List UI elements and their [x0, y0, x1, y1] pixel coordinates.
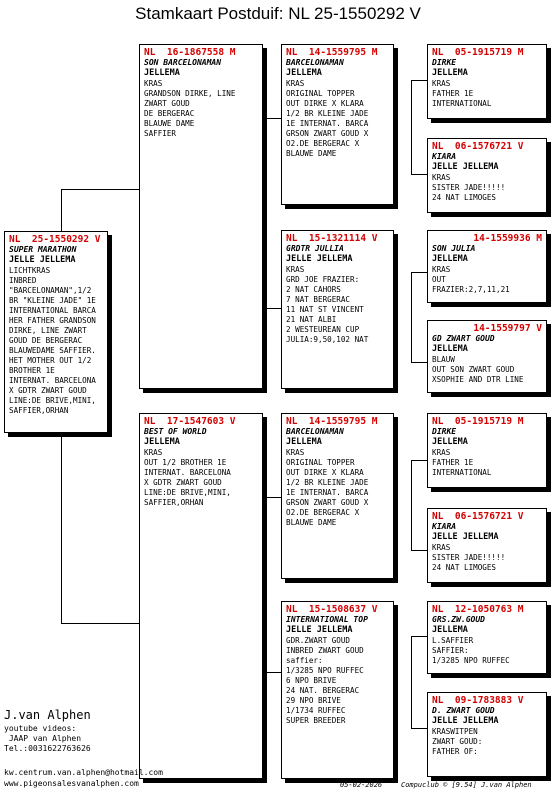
ring-number: NL 09-1783883 V — [432, 695, 524, 706]
connector-line — [61, 433, 62, 623]
pigeon-name: BARCELONAMAN — [286, 58, 344, 67]
pigeon-name: GRS.ZW.GOUD — [432, 615, 485, 624]
pedigree-card-dsd[interactable] — [427, 508, 547, 583]
pigeon-name: SON JULIA — [432, 244, 476, 253]
breeder-name: JELLEMA — [286, 68, 322, 78]
ring-number: NL 15-1321114 V — [286, 233, 378, 244]
ring-number: NL 05-1915719 M — [432, 416, 524, 427]
pigeon-info: KRAS GRD JOE FRAZIER: 2 NAT CAHORS 7 NAT BERGERAC 11 NAT ST VINCENT 21 NAT ALBI 2 WESTEUREAN CUP JULIA:9,50,102 NAT — [286, 265, 369, 344]
connector-line — [411, 636, 427, 637]
connector-line — [263, 118, 281, 119]
connector-line — [263, 118, 264, 308]
connector-line — [263, 497, 264, 672]
print-date: 05-02-2026 — [340, 781, 383, 789]
pedigree-card-sdd[interactable] — [427, 320, 547, 393]
connector-line — [263, 672, 281, 673]
pedigree-card-sire[interactable] — [139, 44, 263, 389]
ring-number: NL 16-1867558 M — [144, 47, 236, 58]
ring-number: NL 15-1508637 V — [286, 604, 378, 615]
pigeon-name: GRDTR JULLIA — [286, 244, 344, 253]
pedigree-card-dds[interactable] — [427, 601, 547, 674]
breeder-name: JELLEMA — [432, 68, 468, 78]
pigeon-name: KIARA — [432, 152, 457, 161]
connector-line — [263, 497, 281, 498]
pedigree-card-sss[interactable] — [427, 44, 547, 119]
breeder-name: JELLEMA — [144, 68, 180, 78]
pedigree-card-dam-dam[interactable] — [281, 601, 394, 779]
ring-number: 14-1559936 M — [473, 233, 542, 244]
pigeon-name: DIRKE — [432, 58, 457, 67]
pigeon-info: KRAS GRANDSON DIRKE, LINE ZWART GOUD DE BERGERAC BLAUWE DAME SAFFIER — [144, 79, 236, 138]
ring-number: NL 12-1050763 M — [432, 604, 524, 615]
breeder-name: JELLE JELLEMA — [286, 625, 353, 635]
ring-number: NL 25-1550292 V — [9, 234, 101, 245]
pedigree-card-sire-dam[interactable] — [281, 230, 394, 389]
pigeon-info: GDR.ZWART GOUD INBRED ZWART GOUD saffier: 1/3285 NPO RUFFEC 6 NPO BRIVE 24 NAT. BERGERAC 29 NPO BRIVE 1/1734 RUFFEC SUPER BREEDER — [286, 636, 364, 725]
pigeon-info: LICHTKRAS INBRED "BARCELONAMAN",1/2 BR "KLEINE JADE" 1E INTERNATIONAL BARCA HER FATHER GRANDSON DIRKE, LINE ZWART GOUD DE BERGERAC BLAUWEDAME SAFFIER. HET MOTHER OUT 1/2 BROTHER 1E INTERNAT. BARCELONA X GDTR ZWART GOUD LINE:DE BRIVE,MINI, SAFFIER,ORHAN — [9, 266, 96, 415]
connector-line — [411, 636, 412, 728]
connector-line — [411, 80, 412, 174]
pigeon-name: INTERNATIONAL TOP — [286, 615, 368, 624]
ring-number: NL 14-1559795 M — [286, 47, 378, 58]
pedigree-card-dss[interactable] — [427, 413, 547, 488]
connector-line — [61, 623, 139, 624]
connector-line — [411, 550, 427, 551]
pedigree-card-ddd[interactable] — [427, 692, 547, 777]
contact-info: youtube videos: JAAP van Alphen Tel.:0031622763626 — [4, 724, 91, 753]
breeder-name: JELLEMA — [432, 344, 468, 354]
pigeon-info: KRAS OUT FRAZIER:2,7,11,21 — [432, 265, 510, 294]
breeder-name: JELLEMA — [432, 437, 468, 447]
software-credit: Compuclub © [9.54] J.van Alphen — [401, 781, 532, 789]
pigeon-name: BEST OF WORLD — [144, 427, 207, 436]
pigeon-info: KRAS ORIGINAL TOPPER OUT DIRKE X KLARA 1/2 BR KLEINE JADE 1E INTERNAT. BARCA GRSON ZWART GOUD X O2.DE BERGERAC X BLAUWE DAME — [286, 79, 369, 158]
connector-line — [411, 272, 427, 273]
pigeon-name: BARCELONAMAN — [286, 427, 344, 436]
connector-line — [411, 728, 427, 729]
pedigree-card-dam[interactable] — [139, 413, 263, 779]
ring-number: 14-1559797 V — [473, 323, 542, 334]
pigeon-name: GD ZWART GOUD — [432, 334, 495, 343]
ring-number: NL 14-1559795 M — [286, 416, 378, 427]
pigeon-info: KRAS FATHER 1E INTERNATIONAL — [432, 448, 492, 477]
breeder-name: JELLEMA — [286, 437, 322, 447]
breeder-name: JELLE JELLEMA — [286, 254, 353, 264]
pedigree-card-subject[interactable] — [4, 231, 108, 433]
pigeon-name: SUPER MARATHON — [9, 245, 77, 254]
breeder-name: JELLE JELLEMA — [9, 255, 76, 265]
pigeon-info: KRASWITPEN ZWART GOUD: FATHER OF: — [432, 727, 483, 756]
connector-line — [411, 460, 427, 461]
pigeon-info: KRAS OUT 1/2 BROTHER 1E INTERNAT. BARCELONA X GDTR ZWART GOUD LINE:DE BRIVE,MINI, SAFFIER,ORHAN — [144, 448, 231, 507]
connector-line — [411, 362, 427, 363]
pigeon-info: BLAUW OUT SON ZWART GOUD XSOPHIE AND DTR LINE — [432, 355, 524, 384]
ring-number: NL 17-1547603 V — [144, 416, 236, 427]
pigeon-info: KRAS SISTER JADE!!!!! 24 NAT LIMOGES — [432, 173, 506, 202]
pigeon-info: L.SAFFIER SAFFIER: 1/3285 NPO RUFFEC — [432, 636, 510, 665]
connector-line — [411, 80, 427, 81]
pedigree-card-ssd[interactable] — [427, 138, 547, 213]
connector-line — [411, 272, 412, 362]
connector-line — [411, 460, 412, 550]
breeder-name: JELLEMA — [144, 437, 180, 447]
breeder-brand: J.van Alphen — [4, 708, 91, 722]
ring-number: NL 05-1915719 M — [432, 47, 524, 58]
connector-line — [411, 174, 427, 175]
breeder-name: JELLEMA — [432, 625, 468, 635]
pigeon-name: DIRKE — [432, 427, 457, 436]
connector-line — [263, 308, 281, 309]
website-link[interactable]: www.pigeonsalesvanalphen.com — [4, 779, 139, 788]
pedigree-card-sire-sire[interactable] — [281, 44, 394, 205]
pigeon-name: KIARA — [432, 522, 457, 531]
breeder-name: JELLE JELLEMA — [432, 162, 499, 172]
breeder-name: JELLE JELLEMA — [432, 532, 499, 542]
pigeon-info: KRAS ORIGINAL TOPPER OUT DIRKE X KLARA 1/2 BR KLEINE JADE 1E INTERNAT. BARCA GRSON ZWART GOUD X O2.DE BERGERAC X BLAUWE DAME — [286, 448, 369, 527]
ring-number: NL 06-1576721 V — [432, 511, 524, 522]
pigeon-info: KRAS FATHER 1E INTERNATIONAL — [432, 79, 492, 108]
connector-line — [61, 189, 62, 231]
email-link[interactable]: kw.centrum.van.alphen@hotmail.com — [4, 768, 163, 777]
breeder-name: JELLEMA — [432, 254, 468, 264]
page-title: Stamkaart Postduif: NL 25-1550292 V — [135, 4, 421, 23]
pedigree-card-sds[interactable] — [427, 230, 547, 303]
breeder-name: JELLE JELLEMA — [432, 716, 499, 726]
pedigree-card-dam-sire[interactable] — [281, 413, 394, 579]
pigeon-info: KRAS SISTER JADE!!!!! 24 NAT LIMOGES — [432, 543, 506, 572]
ring-number: NL 06-1576721 V — [432, 141, 524, 152]
pigeon-name: D. ZWART GOUD — [432, 706, 495, 715]
connector-line — [61, 189, 139, 190]
pigeon-name: SON BARCELONAMAN — [144, 58, 222, 67]
